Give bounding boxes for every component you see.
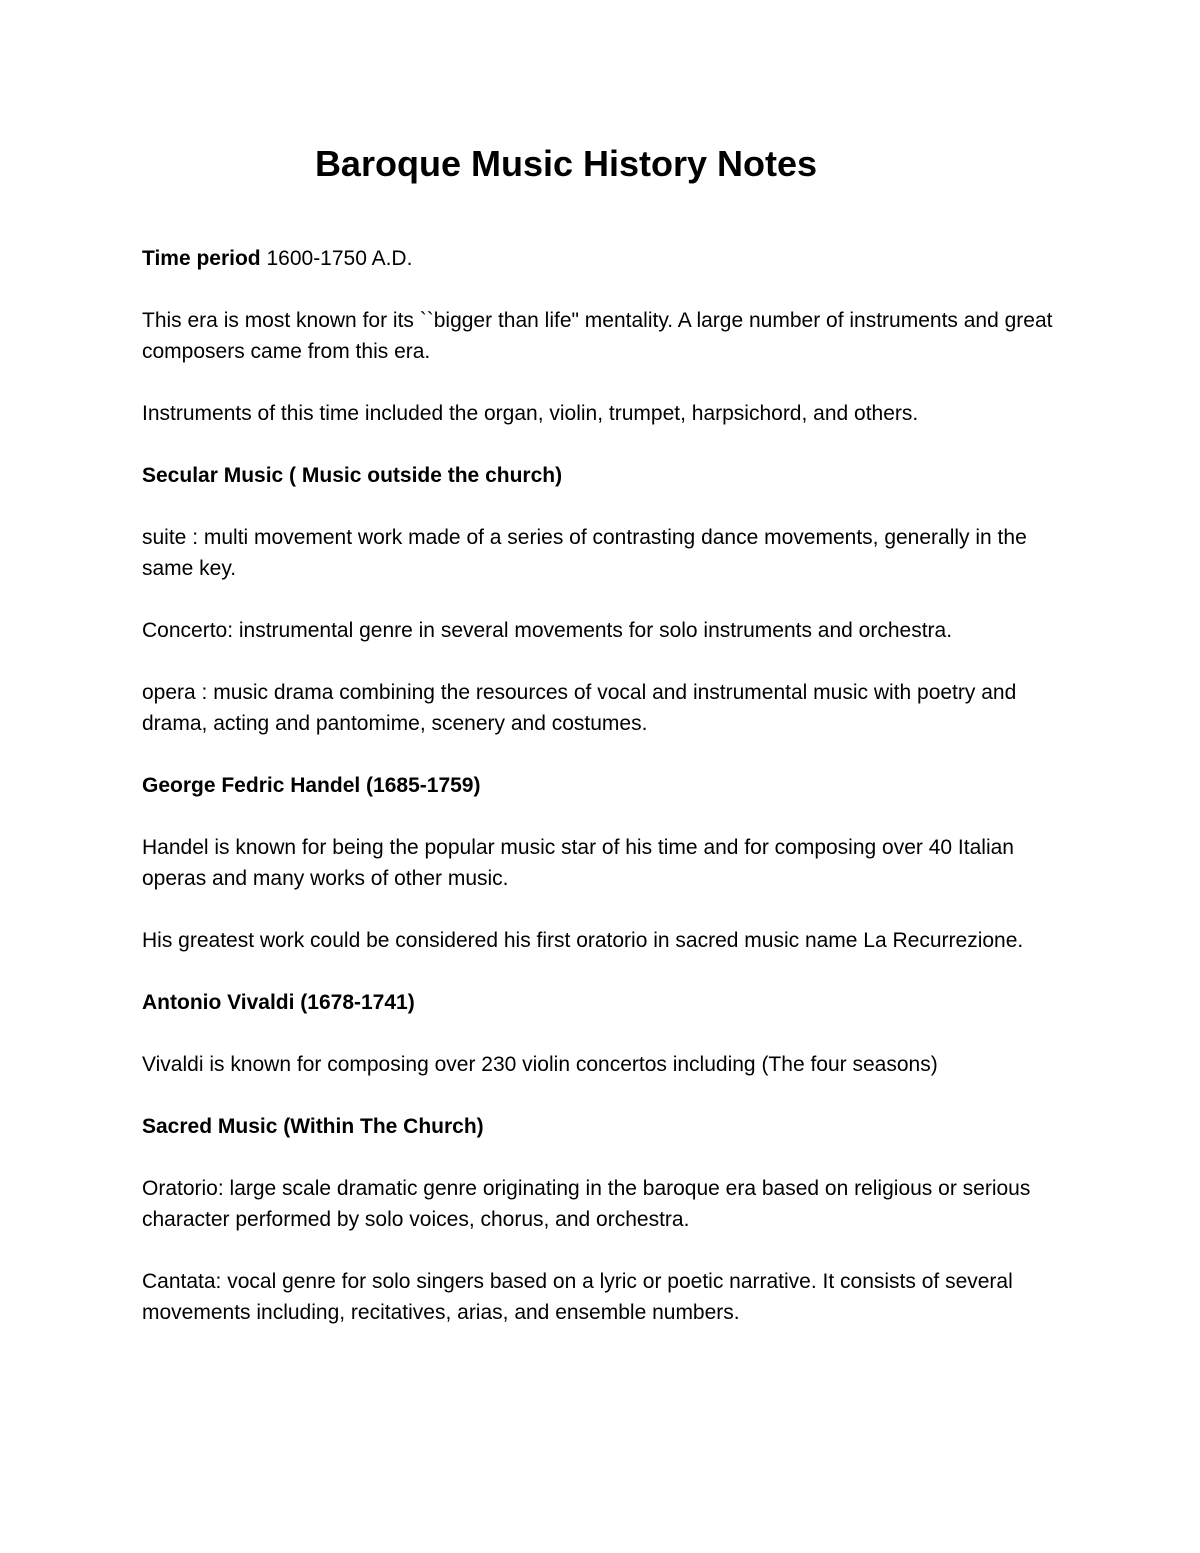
vivaldi-heading: Antonio Vivaldi (1678-1741) xyxy=(142,991,415,1014)
concerto-definition: Concerto: instrumental genre in several movements for solo instruments and orchestra. xyxy=(142,619,953,642)
handel-heading: George Fedric Handel (1685-1759) xyxy=(142,774,481,797)
time-period-label: Time period xyxy=(142,247,261,270)
sacred-music-heading: Sacred Music (Within The Church) xyxy=(142,1115,484,1138)
handel-work-paragraph: His greatest work could be considered his first oratorio in sacred music name La Recurrezione. xyxy=(142,929,1024,952)
suite-definition: suite : multi movement work made of a series of contrasting dance movements, generally in the same key. xyxy=(142,526,1027,580)
opera-definition: opera : music drama combining the resources of vocal and instrumental music with poetry and drama, acting and pantomime, scenery and costumes. xyxy=(142,681,1017,735)
oratorio-definition: Oratorio: large scale dramatic genre originating in the baroque era based on religious or serious character performed by solo voices, chorus, and orchestra. xyxy=(142,1177,1031,1231)
document-body xyxy=(142,243,1072,1359)
instruments-paragraph: Instruments of this time included the organ, violin, trumpet, harpsichord, and others. xyxy=(142,402,919,425)
time-period-line xyxy=(142,243,1072,274)
secular-music-heading: Secular Music ( Music outside the church) xyxy=(142,464,563,487)
handel-intro-paragraph: Handel is known for being the popular music star of his time and for composing over 40 Italian operas and many works of other music. xyxy=(142,836,1014,890)
cantata-definition: Cantata: vocal genre for solo singers based on a lyric or poetic narrative. It consists of several movements including, recitatives, arias, and ensemble numbers. xyxy=(142,1270,1013,1324)
era-intro-paragraph: This era is most known for its ``bigger than life" mentality. A large number of instruments and great composers came from this era. xyxy=(142,309,1053,363)
vivaldi-intro-paragraph: Vivaldi is known for composing over 230 violin concertos including (The four seasons) xyxy=(142,1053,938,1076)
document-title: Baroque Music History Notes xyxy=(314,143,818,184)
time-period-value: 1600-1750 A.D. xyxy=(260,247,413,270)
